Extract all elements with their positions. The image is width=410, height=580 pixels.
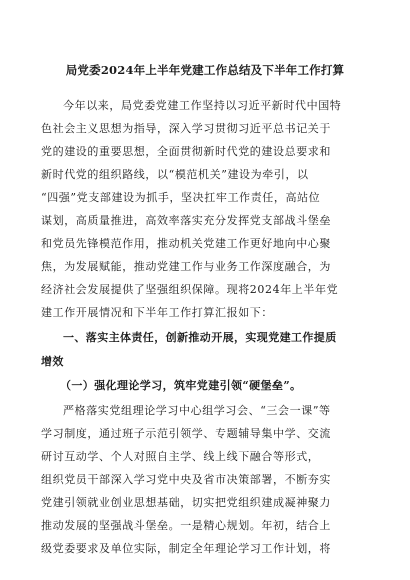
document-title: 局党委2024年上半年党建工作总结及下半年工作打算 [65,63,345,77]
paragraph-line: 推动发展的坚强战斗堡垒。一是精心规划。年初，结合上 [41,519,331,532]
paragraph-line: “四强”党支部建设为抓手，坚决扛牢工作责任，高站位 [41,191,321,204]
paragraph-line: 党建引领就业创业思想基础，切实把党组织建成凝神聚力 [41,496,331,509]
paragraph-line: 严格落实党组理论学习中心组学习会、“三会一课”等 [63,404,331,417]
paragraph-line: 谋划，高质量推进，高效率落实充分发挥党支部战斗堡垒 [41,214,331,227]
paragraph-line: 和党员先锋模范作用，推动机关党建工作更好地向中心聚 [41,237,331,250]
paragraph-line: 研讨互动学、个人对照自主学、线上线下融合等形式， [41,450,320,463]
paragraph-line: 新时代党的组织路线，以“模范机关”建设为牵引，以 [41,168,309,181]
paragraph-line: 焦，为发展赋能，推动党建工作与业务工作深度融合，为 [41,260,331,273]
paragraph-line: 今年以来，局党委党建工作坚持以习近平新时代中国特 [63,99,342,112]
paragraph-line: 组织党员干部深入学习党中央及省市决策部署，不断夯实 [41,473,331,486]
paragraph-line: 党的建设的重要思想，全面贯彻新时代党的建设总要求和 [41,145,331,158]
paragraph-line: 级党委要求及单位实际，制定全年理论学习工作计划，将 [41,542,331,555]
paragraph-line: 学习制度，通过班子示范引领学、专题辅导集中学、交流 [41,427,331,440]
section-heading: 一、落实主体责任，创新推动开展，实现党建工作提质 [63,331,337,344]
subsection-heading: （一）强化理论学习，筑牢党建引领“硬堡垒”。 [60,379,302,392]
paragraph-line: 色社会主义思想为指导，深入学习贯彻习近平总书记关于 [41,122,331,135]
paragraph-line: 经济社会发展提供了坚强组织保障。现将2024年上半年党 [41,283,339,296]
section-heading: 增效 [41,355,64,368]
paragraph-line: 建工作开展情况和下半年工作打算汇报如下： [41,306,273,319]
